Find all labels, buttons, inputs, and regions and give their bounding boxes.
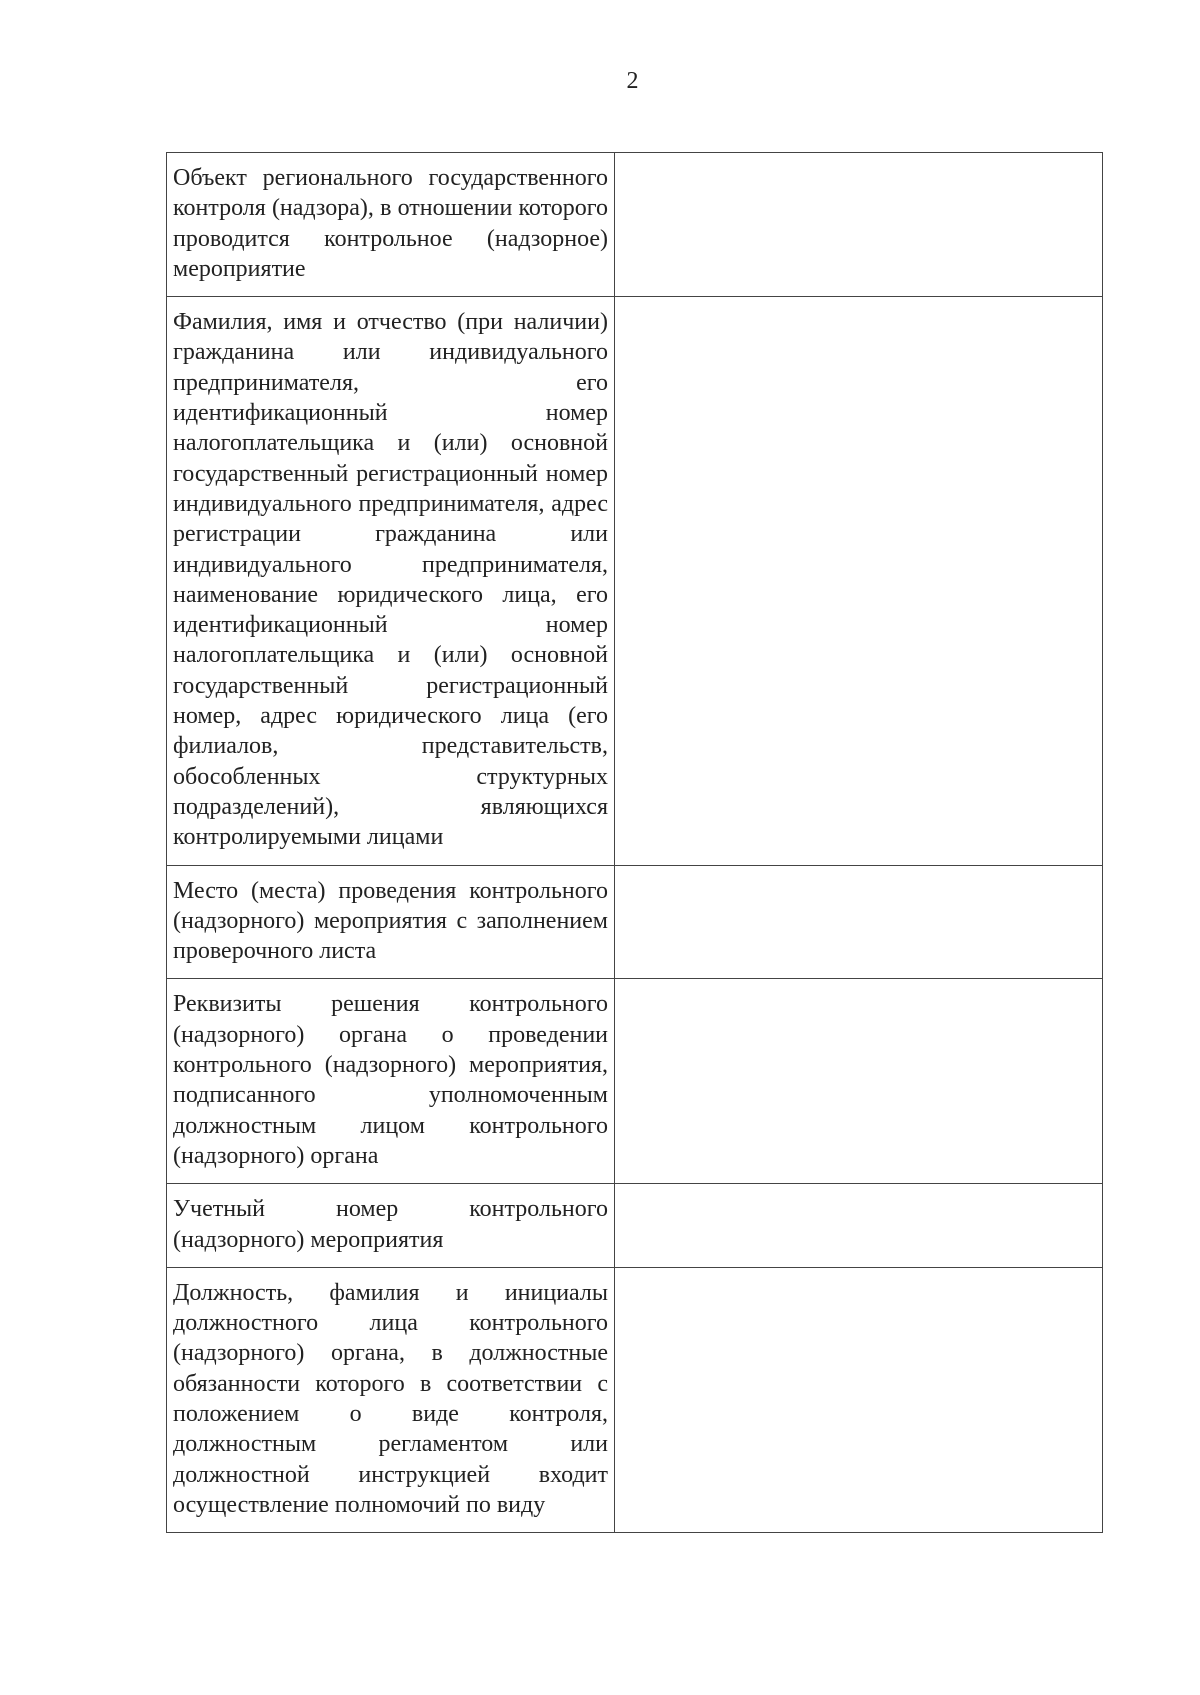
row-label-decision-details: Реквизиты решения контрольного (надзорного) органа о проведении контрольного (надзорного) мероприятия, подписанного уполномоченным должностным лицом контрольного (надзорного) органа [167, 979, 615, 1184]
table-row [167, 153, 1103, 297]
page-number: 2 [626, 68, 639, 94]
table-row [167, 297, 1103, 865]
table-row [167, 865, 1103, 979]
row-label-event-location: Место (места) проведения контрольного (надзорного) мероприятия с заполнением проверочного листа [167, 865, 615, 979]
table-row [167, 1184, 1103, 1268]
row-value-control-object [615, 153, 1103, 297]
row-value-registration-number [615, 1184, 1103, 1268]
table-row [167, 1267, 1103, 1532]
row-label-official-position: Должность, фамилия и инициалы должностного лица контрольного (надзорного) органа, в должностные обязанности которого в соответствии с положением о виде контроля, должностным регламентом или должностной инструкцией входит осуществление полномочий по виду [167, 1267, 615, 1532]
row-value-event-location [615, 865, 1103, 979]
row-label-registration-number: Учетный номер контрольного (надзорного) мероприятия [167, 1184, 615, 1268]
row-value-decision-details [615, 979, 1103, 1184]
row-value-controlled-person [615, 297, 1103, 865]
row-label-control-object: Объект регионального государственного контроля (надзора), в отношении которого проводится контрольное (надзорное) мероприятие [167, 153, 615, 297]
checklist-details-table [166, 152, 1103, 1533]
row-value-official-position [615, 1267, 1103, 1532]
table-row [167, 979, 1103, 1184]
row-label-controlled-person: Фамилия, имя и отчество (при наличии) гражданина или индивидуального предпринимателя, его идентификационный номер налогоплательщика и (или) основной государственный регистрационный номер индивидуального предпринимателя, адрес регистрации гражданина или индивидуального предпринимателя, наименование юридического лица, его идентификационный номер налогоплательщика и (или) основной государственный регистрационный номер, адрес юридического лица (его филиалов, представительств, обособленных структурных подразделений), являющихся контролируемыми лицами [167, 297, 615, 865]
